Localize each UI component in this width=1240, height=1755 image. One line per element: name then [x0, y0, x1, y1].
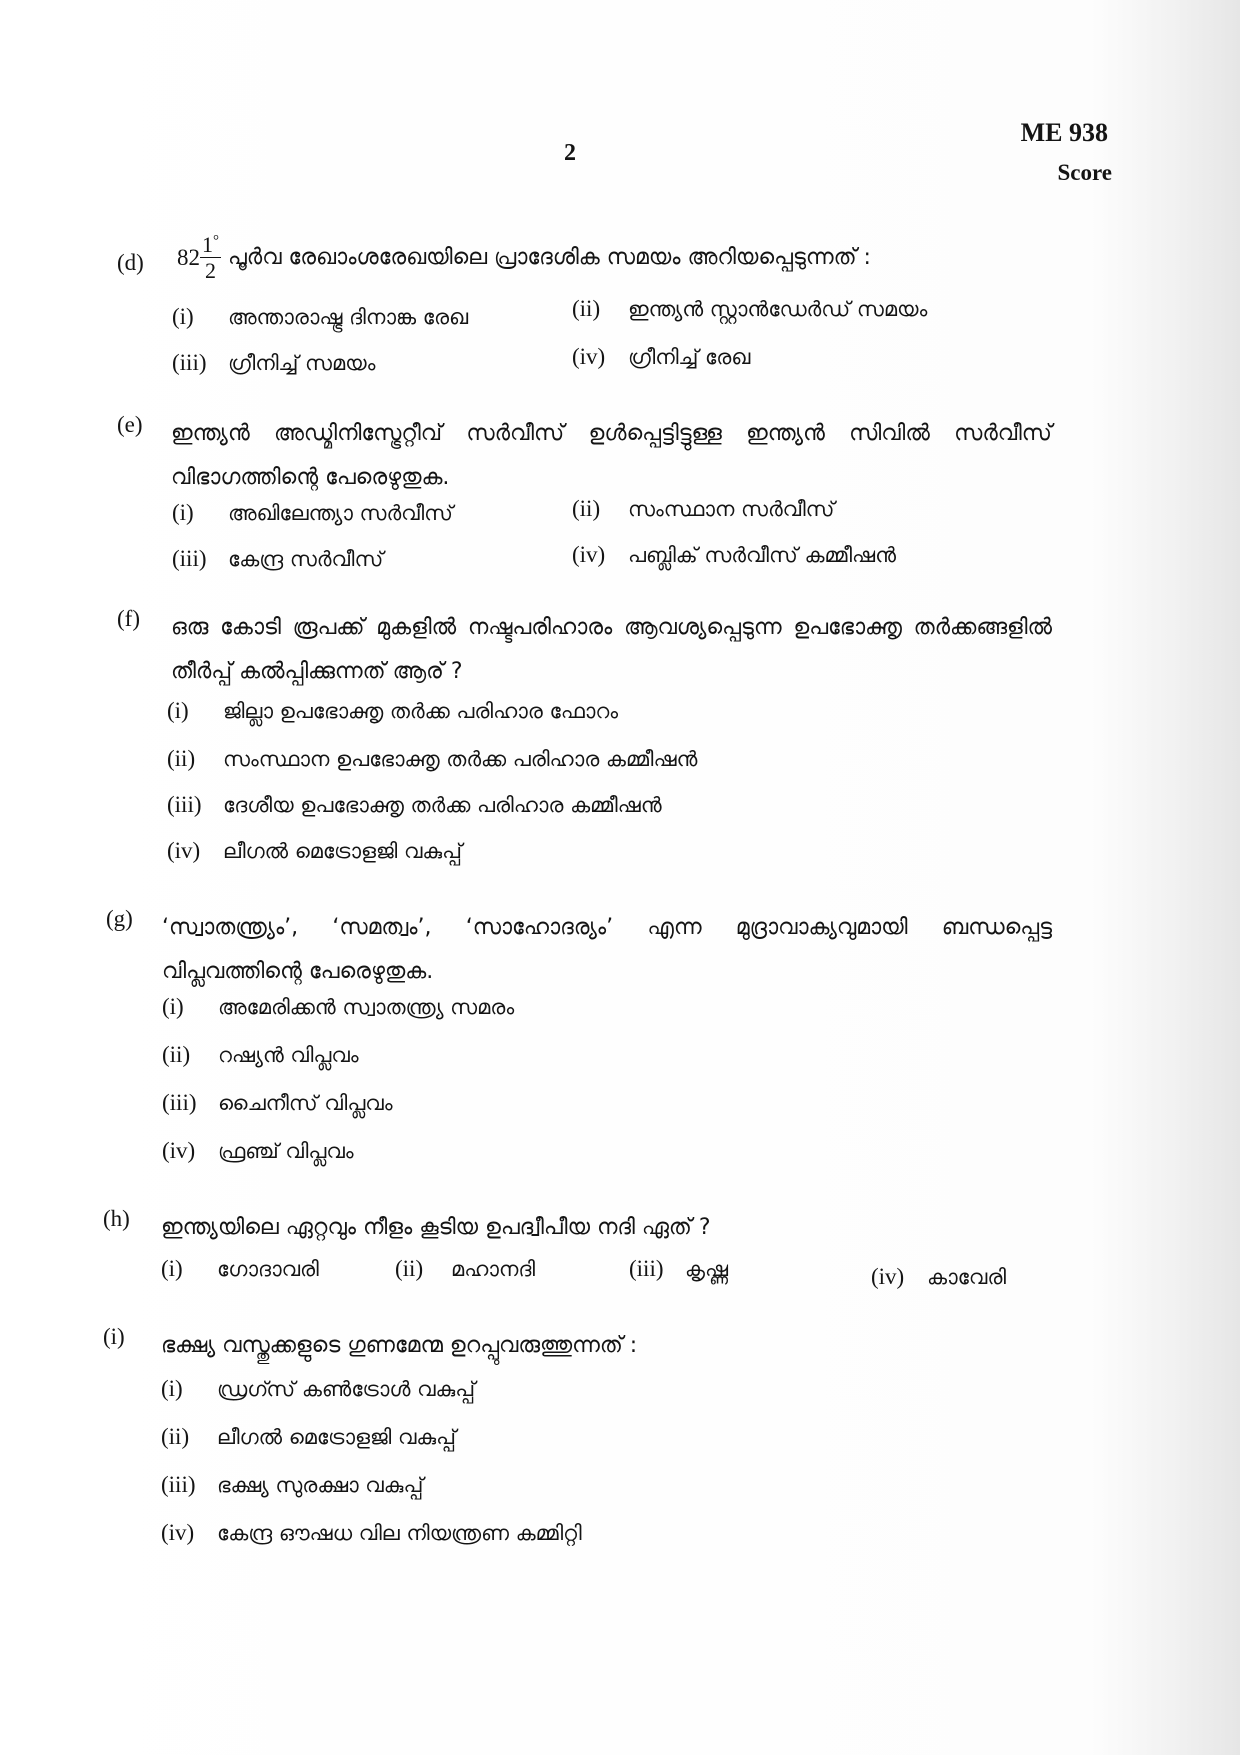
- option-d-iii: [172, 350, 375, 376]
- question-text: ഒരു കോടി രൂപക്ക് മുകളിൽ നഷ്ടപരിഹാരം ആവശ്യപ്പെടുന്ന ഉപഭോക്തൃ തർക്കങ്ങളിൽ തീർപ്പ് കൽപ്പിക്കുന്നത് ആര് ?: [171, 615, 1052, 684]
- option-label: ഫ്രഞ്ച് വിപ്ലവം: [218, 1139, 354, 1163]
- option-g-ii: [162, 1042, 359, 1068]
- option-label: അമേരിക്കൻ സ്വാതന്ത്ര്യ സമരം: [218, 995, 515, 1019]
- option-number: (iv): [161, 1520, 195, 1545]
- question-text: ഇന്ത്യയിലെ ഏറ്റവും നീളം കൂടിയ ഉപദ്വീപീയ നദി ഏത് ?: [161, 1215, 711, 1240]
- option-label: ലീഗൽ മെട്രോളജി വകുപ്പ്: [217, 1425, 456, 1449]
- question-letter: (e): [117, 412, 143, 437]
- option-label: ഗോദാവരി: [217, 1257, 319, 1281]
- option-label: ഗ്രീനിച്ച് രേഖ: [628, 345, 751, 369]
- option-d-iv: [572, 344, 750, 370]
- option-g-iv: [162, 1138, 354, 1164]
- option-label: കൃഷ്ണ: [685, 1257, 729, 1281]
- option-number: (iii): [629, 1256, 664, 1281]
- option-number: (i): [167, 698, 189, 723]
- option-label: ഇന്ത്യൻ സ്റ്റാൻഡേർഡ് സമയം: [628, 297, 928, 321]
- option-e-iii: [172, 546, 383, 572]
- option-f-iii: [167, 792, 662, 818]
- page-number: 2: [564, 140, 576, 166]
- option-label: റഷ്യൻ വിപ്ലവം: [218, 1043, 359, 1067]
- option-number: (iii): [161, 1472, 196, 1497]
- option-label: കാവേരി: [927, 1265, 1007, 1289]
- question-text: ഭക്ഷ്യ വസ്തുക്കളുടെ ഗുണമേന്മ ഉറപ്പുവരുത്തുന്നത് :: [161, 1333, 638, 1358]
- option-label: ജില്ലാ ഉപഭോക്തൃ തർക്ക പരിഹാര ഫോറം: [223, 699, 619, 723]
- option-i-iii: [161, 1472, 423, 1498]
- option-number: (i): [172, 500, 194, 525]
- option-i-ii: [161, 1424, 456, 1450]
- option-number: (ii): [572, 496, 601, 521]
- option-g-iii: [162, 1090, 393, 1116]
- option-d-ii: [572, 296, 927, 322]
- option-number: (ii): [395, 1256, 424, 1281]
- option-number: (iv): [167, 838, 201, 863]
- option-label: ലീഗൽ മെട്രോളജി വകുപ്പ്: [223, 839, 462, 863]
- option-label: സംസ്ഥാന സർവീസ്: [628, 497, 835, 521]
- degree-denominator: 2: [205, 258, 216, 283]
- option-label: അന്താരാഷ്ട്ര ദിനാങ്ക രേഖ: [228, 305, 469, 329]
- paper-code: ME 938: [1020, 118, 1108, 147]
- option-number: (iv): [572, 344, 606, 369]
- option-number: (iii): [172, 350, 207, 375]
- option-h-iv: [871, 1264, 1006, 1290]
- option-i-i: [161, 1376, 475, 1402]
- option-number: (iv): [871, 1264, 905, 1289]
- option-label: കേന്ദ്ര ഔഷധ വില നിയന്ത്രണ കമ്മിറ്റി: [217, 1521, 582, 1545]
- question-letter: (h): [103, 1206, 130, 1231]
- option-number: (i): [162, 994, 184, 1019]
- question-text: ഇന്ത്യൻ അഡ്മിനിസ്ട്രേറ്റീവ് സർവീസ് ഉൾപ്പെട്ടിട്ടുള്ള ഇന്ത്യൻ സിവിൽ സർവീസ് വിഭാഗത്തിന്റെ പേരെഴുതുക.: [171, 421, 1052, 490]
- option-f-iv: [167, 838, 462, 864]
- option-e-ii: [572, 496, 834, 522]
- degree-numerator: 1: [202, 232, 213, 257]
- question-letter: (f): [117, 606, 140, 631]
- option-number: (i): [161, 1376, 183, 1401]
- question-letter: (d): [117, 250, 144, 275]
- option-number: (iii): [167, 792, 202, 817]
- option-f-ii: [167, 746, 697, 772]
- question-g: [106, 906, 1052, 1176]
- option-number: (iii): [172, 546, 207, 571]
- option-label: ഡ്രഗ്സ് കൺട്രോൾ വകുപ്പ്: [217, 1377, 476, 1401]
- option-number: (iv): [162, 1138, 196, 1163]
- question-text-body: പൂർവ രേഖാംശരേഖയിലെ പ്രാദേശിക സമയം അറിയപ്പെടുന്നത് :: [228, 245, 871, 270]
- option-number: (ii): [162, 1042, 191, 1067]
- option-label: അഖിലേന്ത്യാ സർവീസ്: [228, 501, 453, 525]
- option-number: (ii): [161, 1424, 190, 1449]
- option-f-i: [167, 698, 618, 724]
- question-h: [103, 1206, 1053, 1306]
- option-label: പബ്ലിക് സർവീസ് കമ്മീഷൻ: [628, 543, 896, 567]
- question-d: [117, 226, 1052, 436]
- option-g-i: [162, 994, 514, 1020]
- option-label: മഹാനദി: [451, 1257, 536, 1281]
- option-i-iv: [161, 1520, 582, 1546]
- question-text: ‘സ്വാതന്ത്ര്യം’, ‘സമത്വം’, ‘സാഹോദര്യം’ എന്ന മുദ്രാവാക്യവുമായി ബന്ധപ്പെട്ട വിപ്ലവത്തിന്റെ പേരെഴുതുക.: [162, 915, 1052, 984]
- option-e-i: [172, 500, 453, 526]
- question-e: [117, 412, 1052, 592]
- question-i: [103, 1324, 1053, 1574]
- option-label: കേന്ദ്ര സർവീസ്: [228, 547, 384, 571]
- degree-fraction: [200, 234, 221, 282]
- option-number: (i): [172, 304, 194, 329]
- option-label: ചൈനീസ് വിപ്ലവം: [218, 1091, 393, 1115]
- option-number: (iv): [572, 542, 606, 567]
- option-label: ഭക്ഷ്യ സുരക്ഷാ വകുപ്പ്: [217, 1473, 424, 1497]
- option-h-iii: [629, 1256, 728, 1282]
- question-f: [117, 606, 1052, 876]
- option-h-i: [161, 1256, 319, 1282]
- option-h-ii: [395, 1256, 535, 1282]
- option-number: (iii): [162, 1090, 197, 1115]
- question-letter: (i): [103, 1324, 125, 1349]
- question-text: [177, 230, 1052, 286]
- option-number: (ii): [167, 746, 196, 771]
- question-letter: (g): [106, 906, 133, 931]
- degree-whole: 82: [177, 245, 200, 270]
- option-label: ഗ്രീനിച്ച് സമയം: [228, 351, 376, 375]
- score-label: Score: [1057, 160, 1112, 185]
- option-d-i: [172, 304, 468, 330]
- option-label: ദേശീയ ഉപഭോക്തൃ തർക്ക പരിഹാര കമ്മീഷൻ: [223, 793, 662, 817]
- degree-symbol: °: [213, 233, 219, 249]
- option-e-iv: [572, 542, 896, 568]
- option-label: സംസ്ഥാന ഉപഭോക്തൃ തർക്ക പരിഹാര കമ്മീഷൻ: [223, 747, 698, 771]
- option-number: (ii): [572, 296, 601, 321]
- option-number: (i): [161, 1256, 183, 1281]
